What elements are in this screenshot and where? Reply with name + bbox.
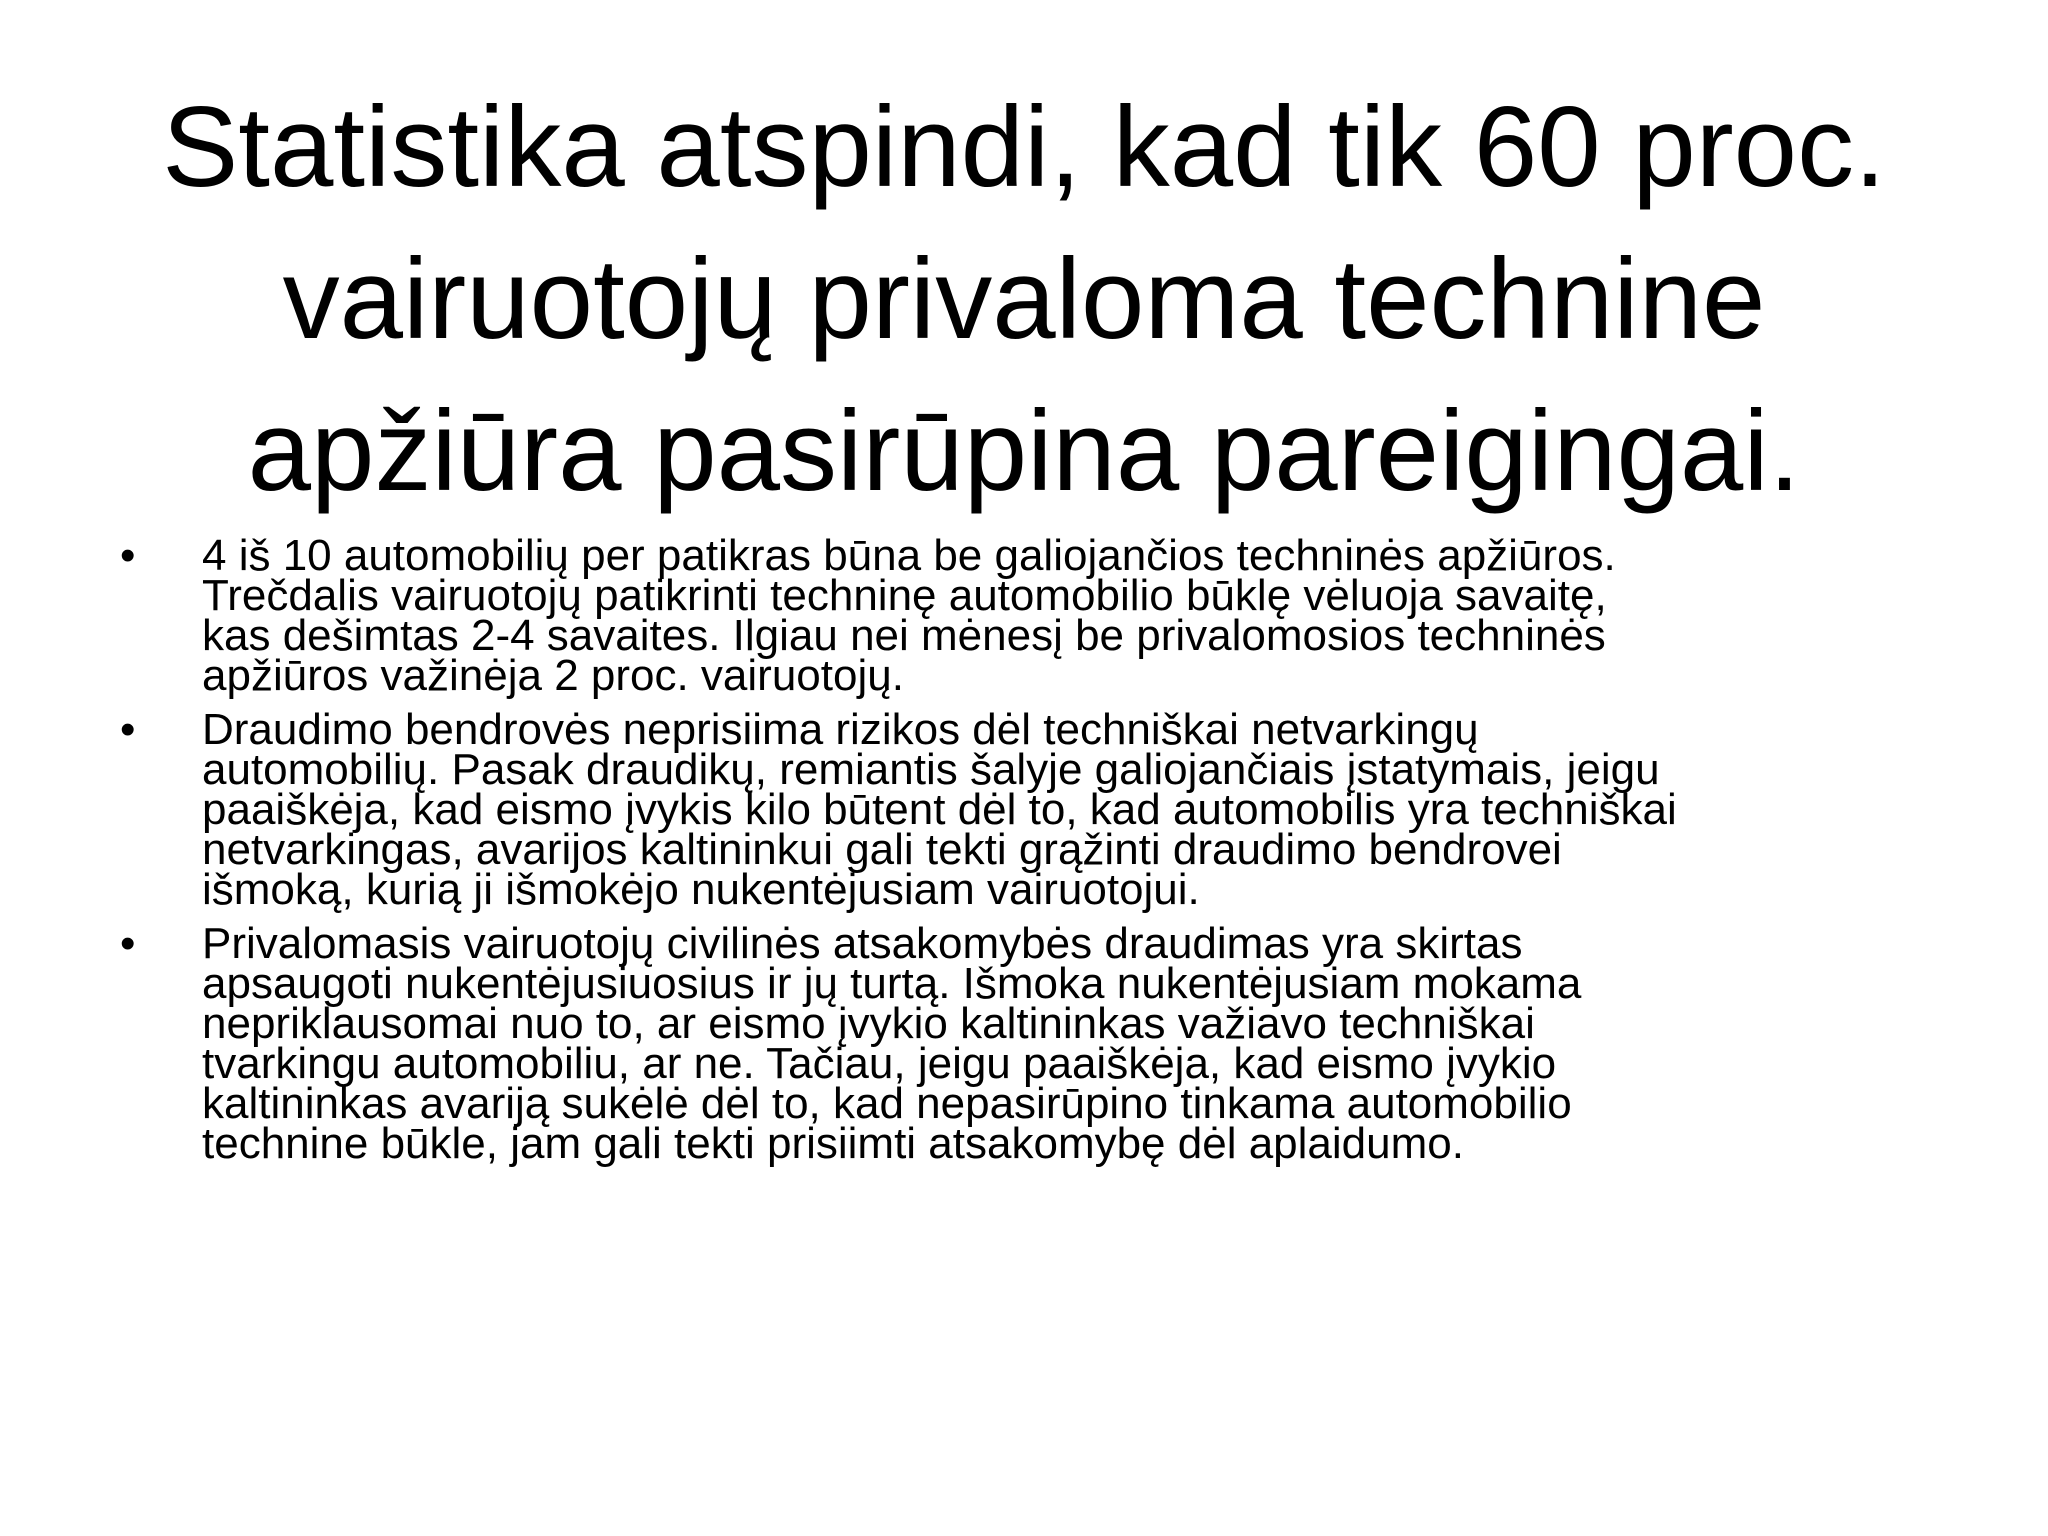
title-line: apžiūra pasirūpina pareigingai. [247, 388, 1801, 515]
bullet-text-line: Trečdalis vairuotojų patikrinti techninę automobilio būklę vėluoja savaitę, [202, 571, 1607, 620]
bullet-text-line: Privalomasis vairuotojų civilinės atsakomybės draudimas yra skirtas [202, 919, 1523, 968]
title-line: Statistika atspindi, kad tik 60 proc. [162, 84, 1886, 211]
bullet-text-line: 4 iš 10 automobilių per patikras būna be galiojančios techninės apžiūros. [202, 531, 1616, 580]
bullet-text-line: automobilių. Pasak draudikų, remiantis šalyje galiojančiais įstatymais, jeigu [202, 745, 1660, 794]
bullet-text-line: kas dešimtas 2-4 savaites. Ilgiau nei mėnesį be privalomosios techninės [202, 611, 1606, 660]
bullet-list [120, 531, 1950, 1178]
bullet-text-line: netvarkingas, avarijos kaltininkui gali tekti grąžinti draudimo bendrovei [202, 825, 1562, 874]
bullet-item [120, 919, 1950, 1168]
bullet-text-line: apžiūros važinėja 2 proc. vairuotojų. [202, 651, 904, 700]
bullet-text-line: technine būkle, jam gali tekti prisiimti atsakomybę dėl aplaidumo. [202, 1119, 1464, 1168]
bullet-item [120, 531, 1950, 700]
bullet-text-line: Draudimo bendrovės neprisiima rizikos dėl techniškai netvarkingų [202, 705, 1479, 754]
slide-title [100, 72, 1948, 528]
bullet-text-line: tvarkingu automobiliu, ar ne. Tačiau, jeigu paaiškėja, kad eismo įvykio [202, 1039, 1557, 1088]
bullet-text-line: apsaugoti nukentėjusiuosius ir jų turtą. Išmoka nukentėjusiam mokama [202, 959, 1582, 1008]
bullet-text-line: nepriklausomai nuo to, ar eismo įvykio kaltininkas važiavo techniškai [202, 999, 1535, 1048]
title-line: vairuotojų privaloma technine [282, 236, 1766, 363]
bullet-icon: • [120, 705, 136, 754]
bullet-text-line: kaltininkas avariją sukėlė dėl to, kad nepasirūpino tinkama automobilio [202, 1079, 1572, 1128]
bullet-text-line: paaiškėja, kad eismo įvykis kilo būtent dėl to, kad automobilis yra techniškai [202, 785, 1677, 834]
bullet-icon: • [120, 531, 136, 580]
bullet-icon: • [120, 919, 136, 968]
bullet-item [120, 705, 1950, 914]
bullet-text-line: išmoką, kurią ji išmokėjo nukentėjusiam vairuotojui. [202, 865, 1200, 914]
